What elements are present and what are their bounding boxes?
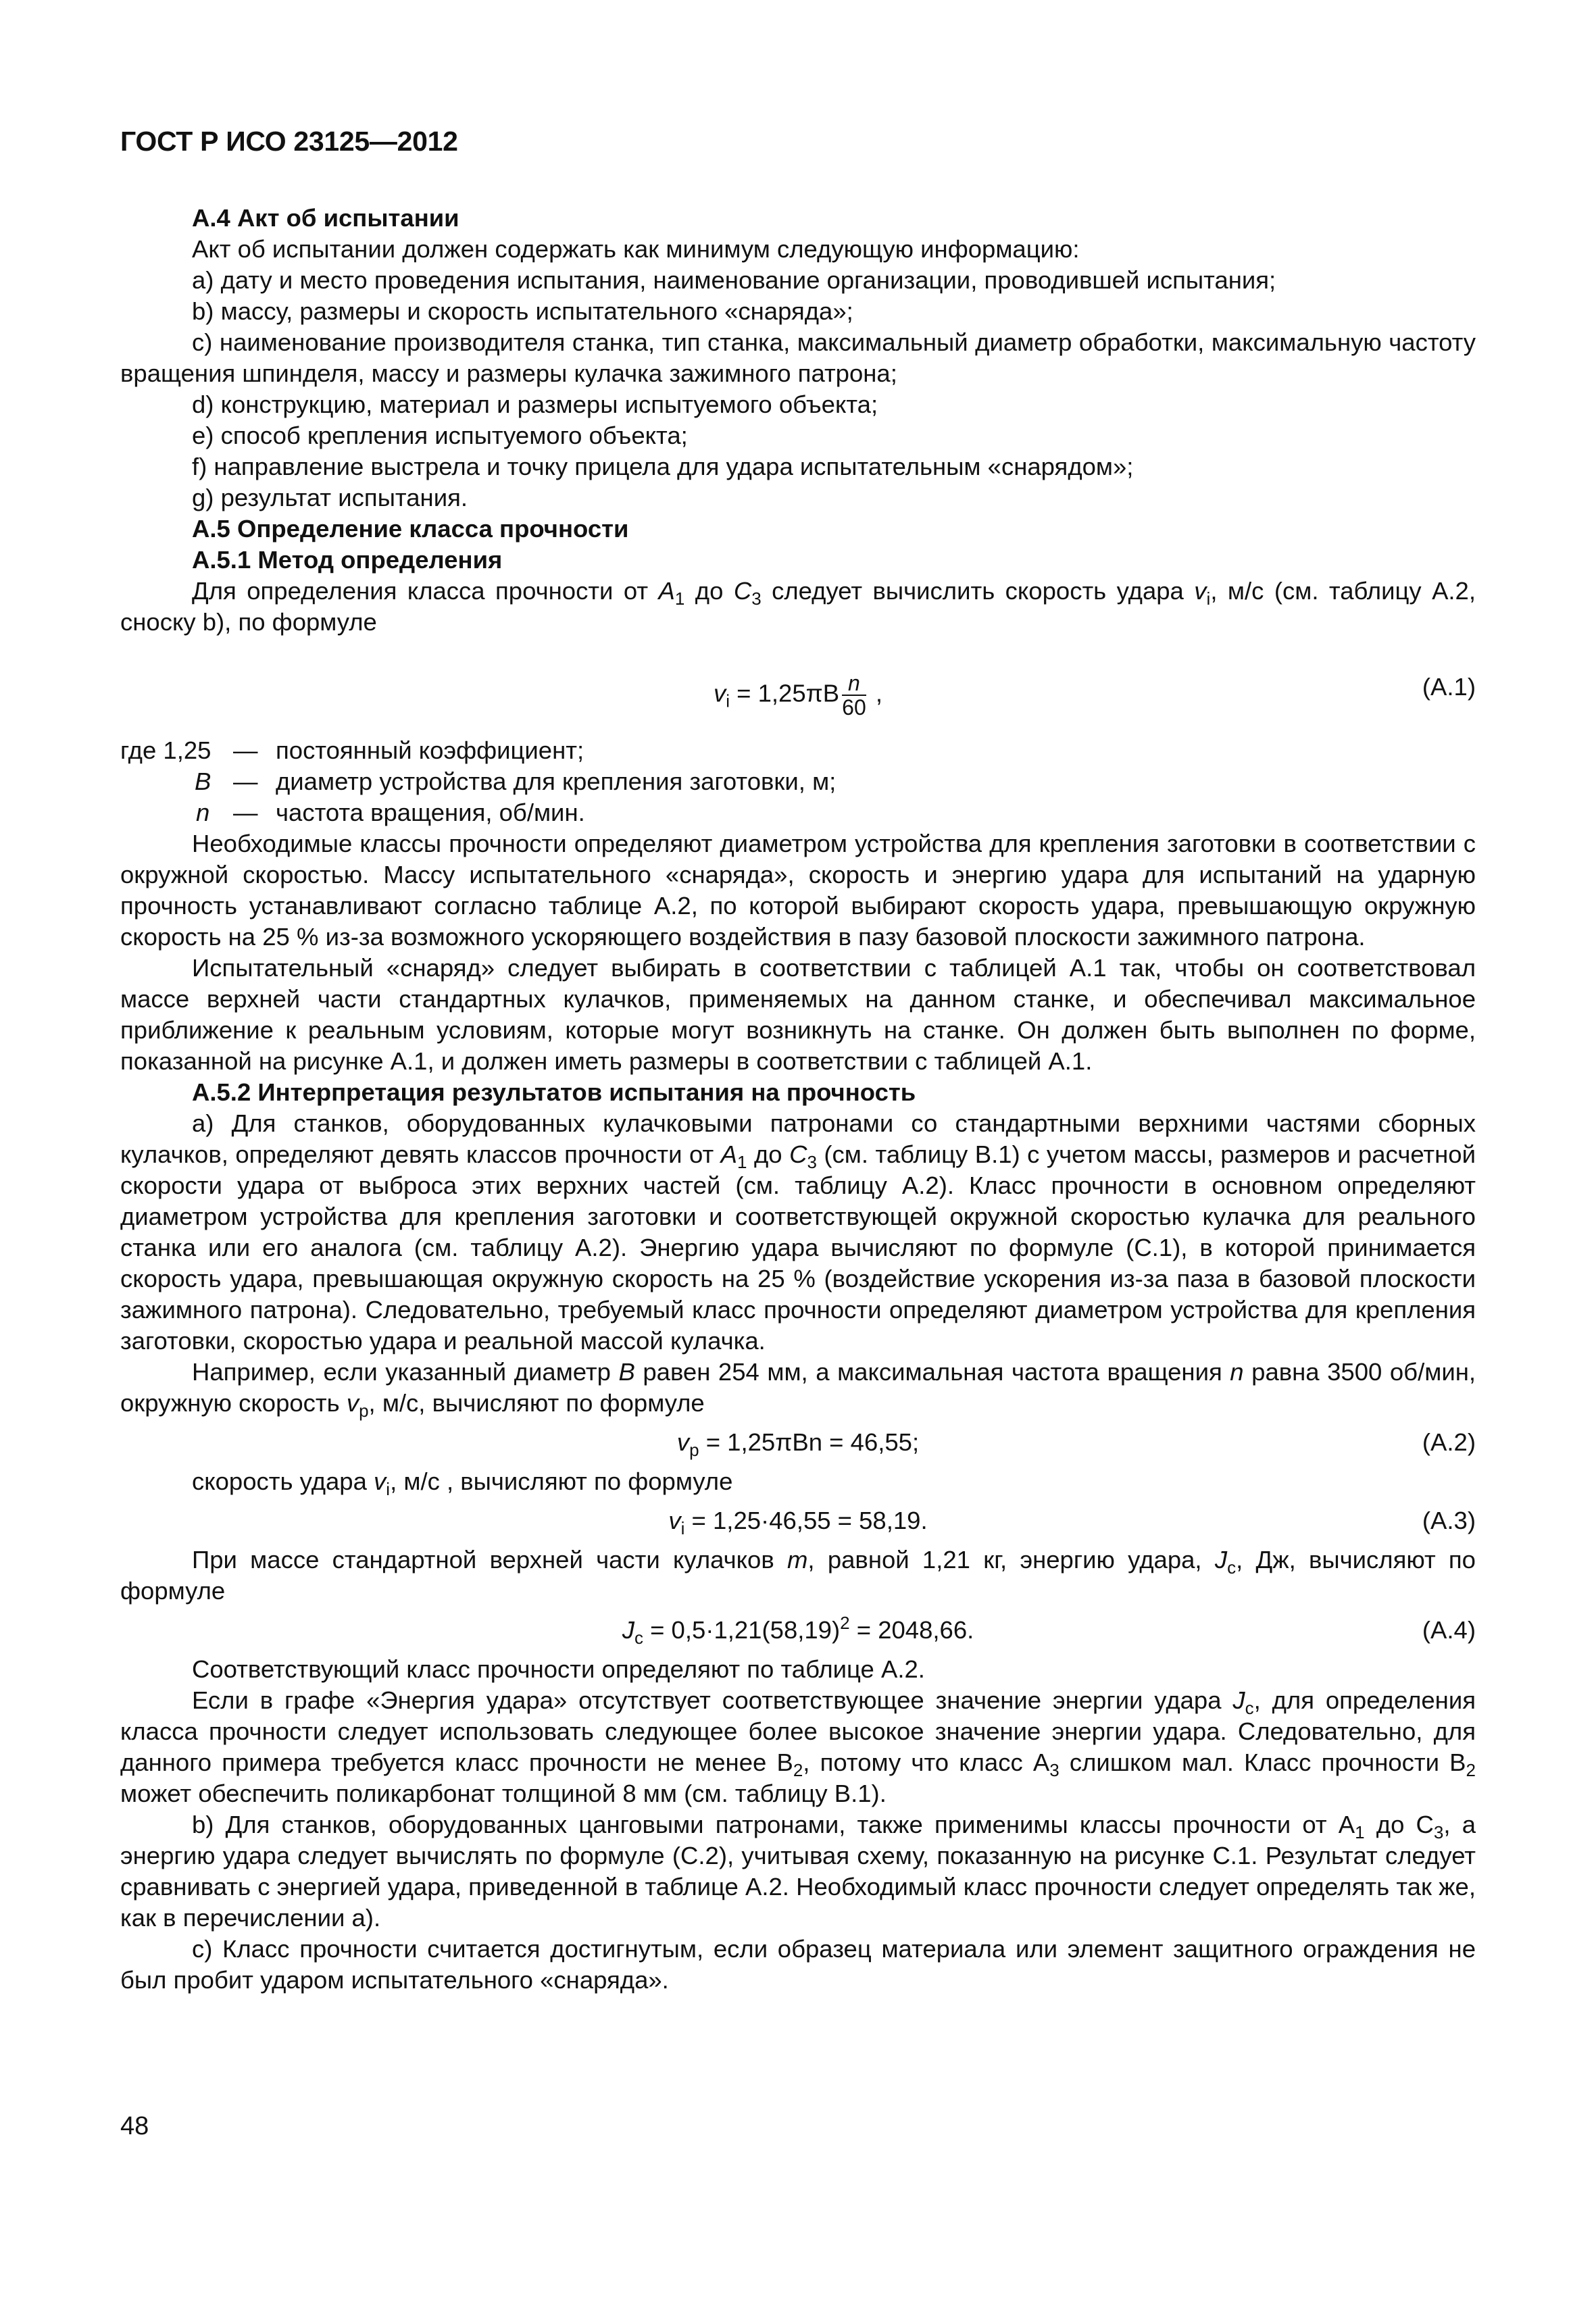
formula-a3-expression: $v_i = 1,25\cdot 46,55 = 58,19$. <box>668 1507 928 1538</box>
paragraph-item-c: c) Класс прочности считается достигнутым, если образец материала или элемент защитного ограждения не был пробит ударом испытательного «снаряда». <box>120 1935 1476 1994</box>
formula-a4 <box>120 1615 1476 1646</box>
paragraph-classes: Необходимые классы прочности определяют диаметром устройства для крепления заготовки в соответствии с окружной скоростью. Массу испытательного «снаряда», скорость и энергию удара для испытаний на ударную прочность устанавливают согласно таблице А.2, по которой выбирают скорость удара, превышающую окружную скорость на 25 % из-за возможного ускоряющего воздействия в пазу базовой плоскости зажимного патрона. <box>120 830 1476 951</box>
a4-item-g: g) результат испытания. <box>192 484 468 511</box>
section-heading-a5: А.5 Определение класса прочности <box>192 515 629 543</box>
formula-a2-number: (А.2) <box>1422 1428 1476 1456</box>
paragraph-if-missing: Если в графе «Энергия удара» отсутствует соответствующее значение энергии удара $J_c$, для определения класса прочности следует использовать следующее более высокое значение энергии удара. Следовательно, для данного примера требуется класс прочности не менее $В_2$, потому что класс $А_3$ слишком мал. Класс прочности $В_2$ может обеспечить поликарбонат толщиной 8 мм (см. таблицу В.1). <box>120 1686 1476 1807</box>
paragraph-table-ref: Соответствующий класс прочности определяют по таблице А.2. <box>192 1655 925 1683</box>
a4-item-a: a) дату и место проведения испытания, наименование организации, проводившей испытания; <box>192 266 1276 294</box>
a4-item-c: c) наименование производителя станка, тип станка, максимальный диаметр обработки, максимальную частоту вращения шпинделя, массу и размеры кулачка зажимного патрона; <box>120 328 1476 387</box>
formula-a4-expression: $J_c = 0,5\cdot 1,21(58,19)^2 = 2048,66$. <box>622 1613 974 1648</box>
formula-a2-expression: $v_p = 1,25\pi Bn = 46,55$; <box>676 1428 920 1460</box>
formula-a1-expression: $v_i = 1,25\pi B$ $\frac{n}{60}$ , <box>713 671 883 720</box>
paragraph-impact-speed: скорость удара $v_i$, м/с , вычисляют по формуле <box>192 1467 733 1499</box>
fraction: $\frac{n}{60}$ <box>842 671 866 720</box>
document-header: ГОСТ Р ИСО 23125—2012 <box>120 126 458 157</box>
section-heading-a51: А.5.1 Метод определения <box>192 546 503 574</box>
a51-paragraph: Для определения класса прочности от $A_1$ до $C_3$ следует вычислить скорость удара $v_i$, м/с (см. таблицу А.2, сноску b), по формуле <box>120 577 1476 636</box>
a4-item-b: b) массу, размеры и скорость испытательного «снаряда»; <box>192 297 853 325</box>
where-row-3: n — частота вращения, об/мин. <box>196 799 585 826</box>
a4-item-e: e) способ крепления испытуемого объекта; <box>192 422 688 449</box>
section-heading-a4: А.4 Акт об испытании <box>192 204 459 232</box>
where-row-1: где 1,25 — постоянный коэффициент; <box>120 736 584 764</box>
where-row-2: B — диаметр устройства для крепления заготовки, м; <box>195 768 837 795</box>
a4-intro: Акт об испытании должен содержать как минимум следующую информацию: <box>192 235 1080 263</box>
paragraph-projectile: Испытательный «снаряд» следует выбирать в соответствии с таблицей А.1 так, чтобы он соответствовал массе верхней части стандартных кулачков, применяемых на данном станке, и обеспечивал максимальное приближение к реальным условиям, которые могут возникнуть на станке. Он должен быть выполнен по форме, показанной на рисунке А.1, и должен иметь размеры в соответствии с таблицей А.1. <box>120 954 1476 1075</box>
section-heading-a52: А.5.2 Интерпретация результатов испытания на прочность <box>192 1078 916 1106</box>
paragraph-example: Например, если указанный диаметр B равен 254 мм, а максимальная частота вращения n равна 3500 об/мин, окружную скорость $v_p$, м/с, вычисляют по формуле <box>120 1358 1476 1421</box>
a4-item-d: d) конструкцию, материал и размеры испытуемого объекта; <box>192 391 878 418</box>
formula-a1-number: (А.1) <box>1422 673 1476 701</box>
document-body <box>120 203 1476 1996</box>
formula-a1 <box>120 658 1476 718</box>
page-number: 48 <box>120 2112 149 2140</box>
paragraph-energy: При массе стандартной верхней части кулачков m, равной 1,21 кг, энергию удара, $J_c$, Дж, вычисляют по формуле <box>120 1546 1476 1605</box>
paragraph-item-b: b) Для станков, оборудованных цанговыми патронами, также применимы классы прочности от $А_1$ до $С_3$, а энергию удара следует вычислять по формуле (С.2), учитывая схему, показанную на рисунке С.1. Результат следует сравнивать с энергией удара, приведенной в таблице А.2. Необходимый класс прочности следует определять так же, как в перечислении а). <box>120 1811 1476 1932</box>
a4-item-f: f) направление выстрела и точку прицела для удара испытательным «снарядом»; <box>192 453 1134 480</box>
formula-a4-number: (А.4) <box>1422 1616 1476 1644</box>
formula-a3-number: (А.3) <box>1422 1507 1476 1534</box>
formula-a3 <box>120 1505 1476 1536</box>
a52-paragraph-a: а) Для станков, оборудованных кулачковыми патронами со стандартными верхними частями сборных кулачков, определяют девять классов прочности от $A_1$ до $C_3$ (см. таблицу В.1) с учетом массы, размеров и расчетной скорости удара от выброса этих верхних частей (см. таблицу А.2). Класс прочности в основном определяют диаметром устройства для крепления заготовки и соответствующей окружной скоростью кулачка для реального станка или его аналога (см. таблицу А.2). Энергию удара вычисляют по формуле (С.1), в которой принимается скорость удара, превышающая окружную скорость на 25 % (воздействие ускорения из-за паза в базовой плоскости зажимного патрона). Следовательно, требуемый класс прочности определяют диаметром устройства для крепления заготовки, скоростью удара и реальной массой кулачка. <box>120 1109 1476 1355</box>
formula-a2 <box>120 1427 1476 1458</box>
